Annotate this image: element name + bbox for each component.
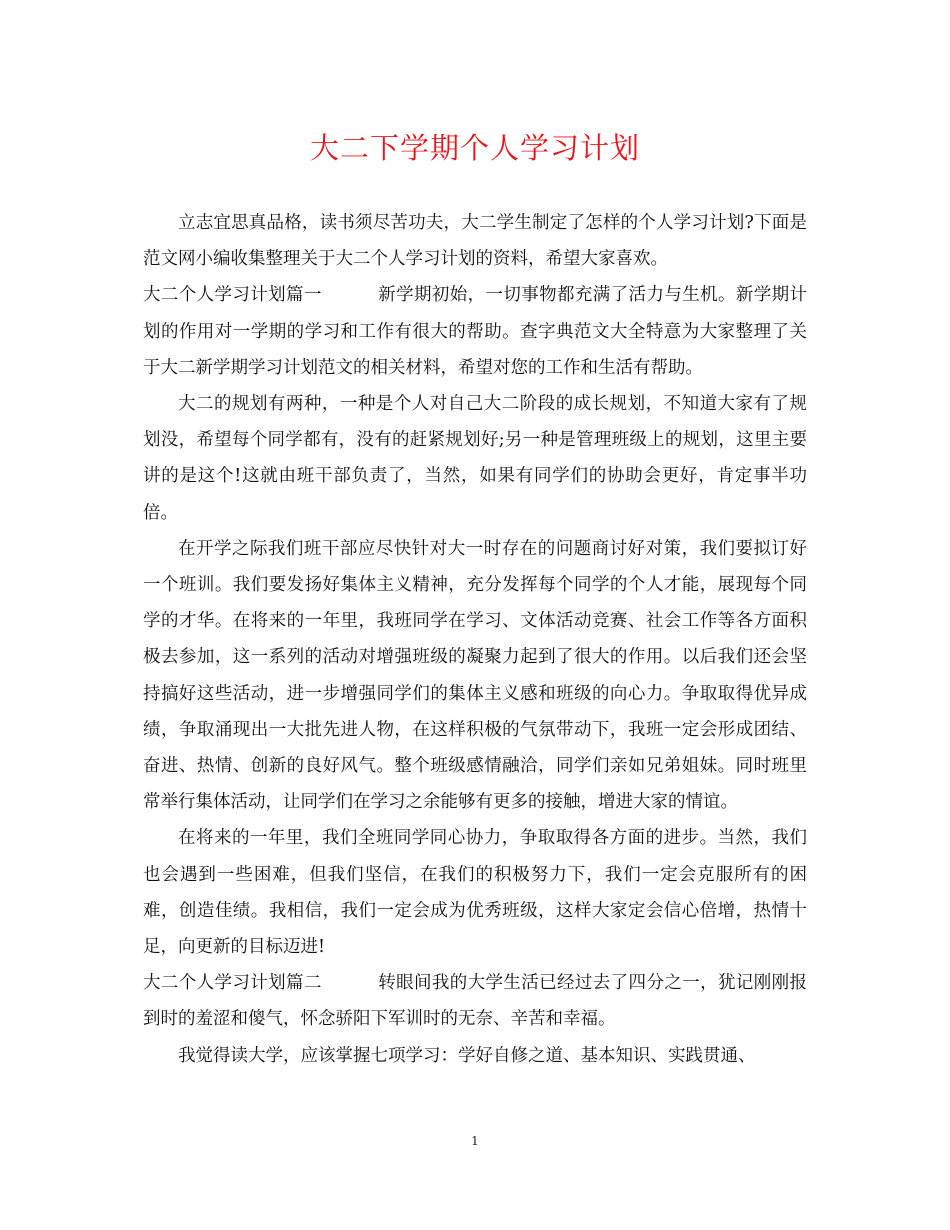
section-one-paragraph <box>143 277 807 386</box>
document-title: 大二下学期个人学习计划 <box>309 131 640 165</box>
section-two-text: 转眼间我的大学生活已经过去了四分之一，犹记刚刚报到时的羞涩和傻气，怀念骄阳下军训时的无奈、辛苦和幸福。 <box>143 973 808 1030</box>
intro-paragraph: 立志宜思真品格，读书须尽苦功夫，大二学生制定了怎样的个人学习计划?下面是范文网小编收集整理关于大二个人学习计划的资料，希望大家喜欢。 <box>143 213 807 270</box>
paragraph-plan-types: 大二的规划有两种，一种是个人对自己大二阶段的成长规划，不知道大家有了规划没，希望每个同学都有，没有的赶紧规划好;另一种是管理班级上的规划，这里主要讲的是这个!这就由班干部负责了，当然，如果有同学们的协助会更好，肯定事半功倍。 <box>143 394 807 523</box>
section-two-heading: 大二个人学习计划篇二 <box>143 973 322 994</box>
page-number: 1 <box>471 1134 479 1148</box>
paragraph-future-year: 在将来的一年里，我们全班同学同心协力，争取取得各方面的进步。当然，我们也会遇到一些困难，但我们坚信，在我们的积极努力下，我们一定会克服所有的困难，创造佳绩。我相信，我们一定会成为优秀班级，这样大家定会信心倍增，热情十足，向更新的目标迈进! <box>143 828 807 958</box>
paragraph-class-motto: 在开学之际我们班干部应尽快针对大一时存在的问题商讨好对策，我们要拟订好一个班训。我们要发扬好集体主义精神，充分发挥每个同学的个人才能，展现每个同学的才华。在将来的一年里，我班同学在学习、文体活动竞赛、社会工作等各方面积极去参加，这一系列的活动对增强班级的凝聚力起到了很大的作用。以后我们还会坚持搞好这些活动，进一步增强同学们的集体主义感和班级的向心力。争取取得优异成绩，争取涌现出一大批先进人物，在这样积极的气氛带动下，我班一定会形成团结、奋进、热情、创新的良好风气。整个班级感情融洽，同学们亲如兄弟姐妹。同时班里常举行集体活动，让同学们在学习之余能够有更多的接触，增进大家的情谊。 <box>143 538 807 813</box>
section-one-heading: 大二个人学习计划篇一 <box>143 285 322 306</box>
section-two-paragraph <box>143 965 807 1037</box>
section-one-text: 新学期初始，一切事物都充满了活力与生机。新学期计划的作用对一学期的学习和工作有很大的帮助。查字典范文大全特意为大家整理了关于大二新学期学习计划范文的相关材料，希望对您的工作和生活有帮助。 <box>143 285 808 378</box>
document-body <box>143 205 807 1074</box>
paragraph-seven-studies: 我觉得读大学，应该掌握七项学习：学好自修之道、基本知识、实践贯通、 <box>178 1045 756 1066</box>
